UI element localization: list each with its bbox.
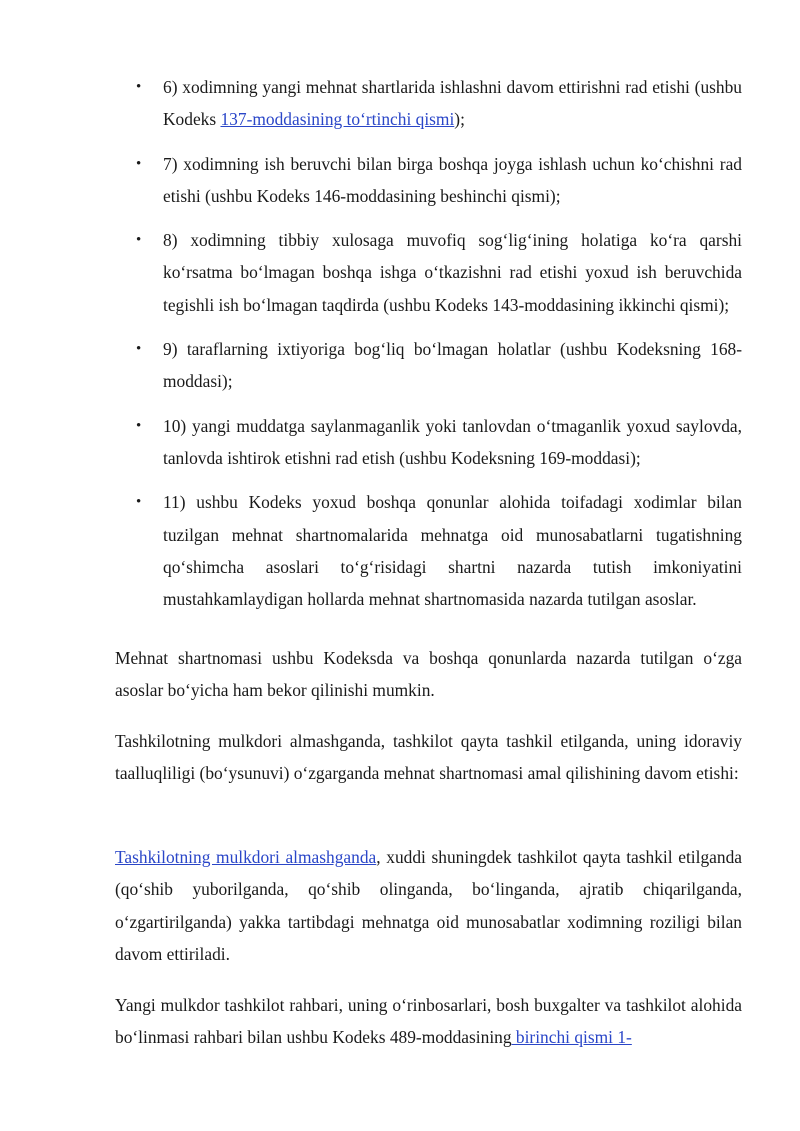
paragraph-continuation-heading: Tashkilotning mulkdori almashganda, tashkilot qayta tashkil etilganda, uning idoraviy taalluqliligi (bo‘ysunuvi) o‘zgarganda mehnat shartnomasi amal qilishining davom etishi: [115,731,742,784]
list-item [136,148,742,213]
bullet: • [136,155,142,172]
list-item-text: 6) xodimning yangi mehnat shartlarida ishlashni davom ettirishni rad etishi (ushbu Kodeks [163,77,742,130]
list-item-text: 10) yangi muddatga saylanmaganlik yoki tanlovdan o‘tmaganlik yoxud saylovda, tanlovda ishtirok etishni rad etish (ushbu Kodeksning 169-moddasi); [163,415,742,468]
list-item [136,486,742,615]
bullet: • [136,79,142,95]
list-item [136,333,742,398]
bullet: • [136,417,142,434]
bullet: • [136,494,142,511]
paragraph-other-grounds: Mehnat shartnomasi ushbu Kodeksda va boshqa qonunlarda nazarda tutilgan o‘zga asoslar bo‘yicha ham bekor qilinishi mumkin. [115,648,742,701]
article-137-link[interactable]: 137-moddasining to‘rtinchi qismi [220,109,455,130]
paragraph-new-owner [115,989,742,1054]
article-489-link[interactable]: birinchi qismi 1- [511,1027,632,1048]
list-item-text: 7) xodimning ish beruvchi bilan birga boshqa joyga ishlash uchun ko‘chishni rad etishi (ushbu Kodeks 146-moddasining beshinchi qismi); [163,153,742,206]
list-item-text: ); [454,109,465,130]
paragraph-owner-change [115,841,742,970]
list-item-text: 8) xodimning tibbiy xulosaga muvofiq sog‘lig‘ining holatiga ko‘ra qarshi ko‘rsatma bo‘lmagan boshqa ishga o‘tkazishni rad etishi yoxud ish beruvchida tegishli ish bo‘lmagan taqdirda (ushbu Kodeks 143-moddasining ikkinchi qismi); [163,230,742,315]
list-item [136,224,742,321]
list-item [136,71,742,136]
bullet: • [136,232,142,249]
grounds-list [136,71,742,627]
list-item [136,410,742,475]
paragraph-text: , xuddi shuningdek tashkilot qayta tashkil etilganda (qo‘shib yuborilganda, qo‘shib olinganda, bo‘linganda, ajratib chiqarilganda, o‘zgartirilganda) yakka tartibdagi mehnatga oid munosabatlar xodimning roziligi bilan davom ettiriladi. [115,847,742,964]
list-item-text: 9) taraflarning ixtiyoriga bog‘liq bo‘lmagan holatlar (ushbu Kodeksning 168-moddasi); [163,339,742,392]
owner-change-link[interactable]: Tashkilotning mulkdori almashganda [115,847,377,867]
paragraph-text: Yangi mulkdor tashkilot rahbari, uning o‘rinbosarlari, bosh buxgalter va tashkilot alohida bo‘linmasi rahbari bilan ushbu Kodeks 489-moddasining [115,995,742,1048]
list-item-text: 11) ushbu Kodeks yoxud boshqa qonunlar alohida toifadagi xodimlar bilan tuzilgan mehnat shartnomalarida mehnatga oid munosabatlarni tugatishning qo‘shimcha asoslari to‘g‘risidagi shartni nazarda tutish imkoniyatini mustahkamlaydigan hollarda mehnat shartnomasida nazarda tutilgan asoslar. [163,492,742,610]
bullet: • [136,341,142,358]
